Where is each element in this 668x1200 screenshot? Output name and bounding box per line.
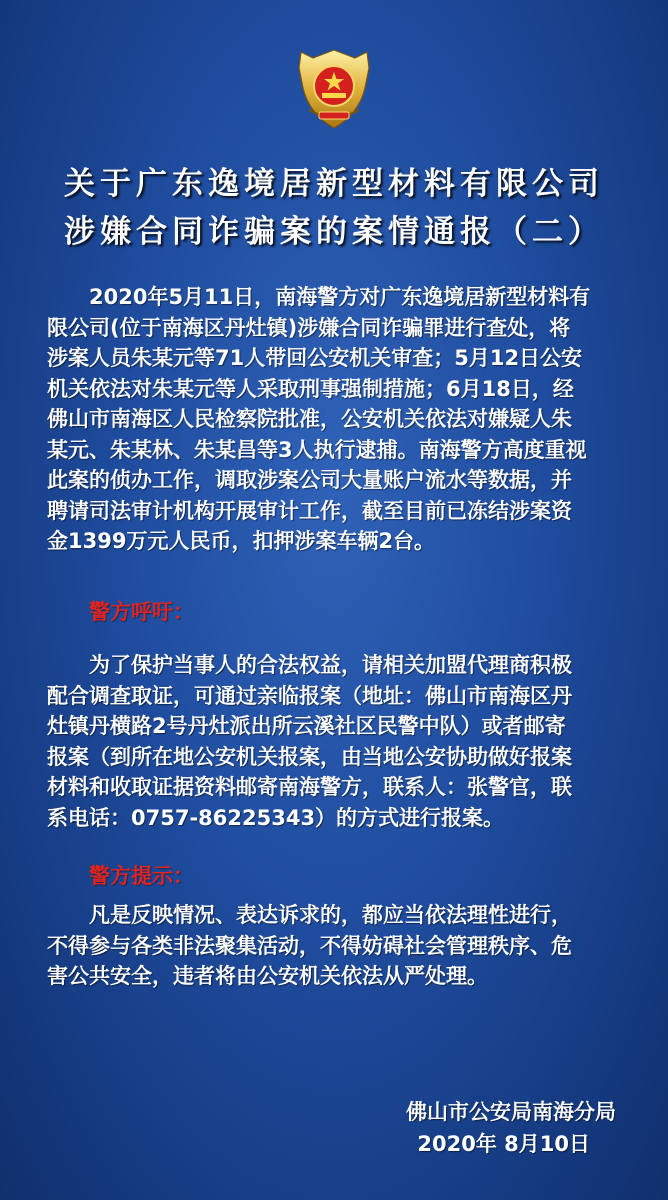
paragraph-line: 限公司(位于南海区丹灶镇)涉嫌合同诈骗罪进行查处，将: [47, 315, 571, 340]
issuing-organization: 佛山市公安局南海分局: [406, 1100, 616, 1124]
paragraph-line: 2020年5月11日，南海警方对广东逸境居新型材料有: [89, 285, 591, 309]
paragraph-line: 聘请司法审计机构开展审计工作，截至目前已冻结涉案资: [47, 498, 572, 523]
paragraph-line: 凡是反映情况、表达诉求的，都应当依法理性进行，: [89, 903, 572, 927]
paragraph-line: 不得参与各类非法聚集活动，不得妨碍社会管理秩序、危: [47, 933, 572, 958]
issue-date: 2020年 8月10日: [417, 1132, 590, 1156]
paragraph-line: 机关依法对朱某元等人采取刑事强制措施；6月18日，经: [47, 376, 574, 401]
paragraph-line: 涉案人员朱某元等71人带回公安机关审查；5月12日公安: [47, 346, 583, 370]
police-appeal-heading: 警方呼吁：: [89, 600, 194, 624]
paragraph-line: 材料和收取证据资料邮寄南海警方，联系人：张警官，联: [47, 775, 572, 799]
paragraph-line: 配合调查取证，可通过亲临报案（地址：佛山市南海区丹: [47, 683, 572, 708]
police-emblem-icon: [295, 48, 373, 130]
paragraph-line: 为了保护当事人的合法权益，请相关加盟代理商积极: [89, 653, 572, 677]
paragraph-line: 佛山市南海区人民检察院批准，公安机关依法对嫌疑人朱: [47, 407, 572, 431]
paragraph-line: 系电话：0757-86225343）的方式进行报案。: [47, 805, 505, 830]
paragraph-line: 灶镇丹横路2号丹灶派出所云溪社区民警中队）或者邮寄: [47, 714, 566, 738]
paragraph-line: 此案的侦办工作，调取涉案公司大量账户流水等数据，并: [47, 468, 572, 492]
page-title-line-2: 涉嫌合同诈骗案的案情通报（二）: [64, 214, 604, 250]
police-tip-paragraph: [47, 900, 637, 992]
page-title-line-1: 关于广东逸境居新型材料有限公司: [64, 166, 604, 202]
paragraph-line: 报案（到所在地公安机关报案，由当地公安协助做好报案: [47, 744, 572, 769]
paragraph-line: 金1399万元人民币，扣押涉案车辆2台。: [47, 529, 436, 553]
paragraph-line: 某元、朱某林、朱某昌等3人执行逮捕。南海警方高度重视: [47, 437, 587, 462]
police-tip-heading: 警方提示：: [89, 864, 194, 888]
case-summary-paragraph: [47, 282, 637, 557]
police-appeal-paragraph: [47, 650, 637, 833]
paragraph-line: 害公共安全，违者将由公安机关依法从严处理。: [47, 964, 488, 988]
